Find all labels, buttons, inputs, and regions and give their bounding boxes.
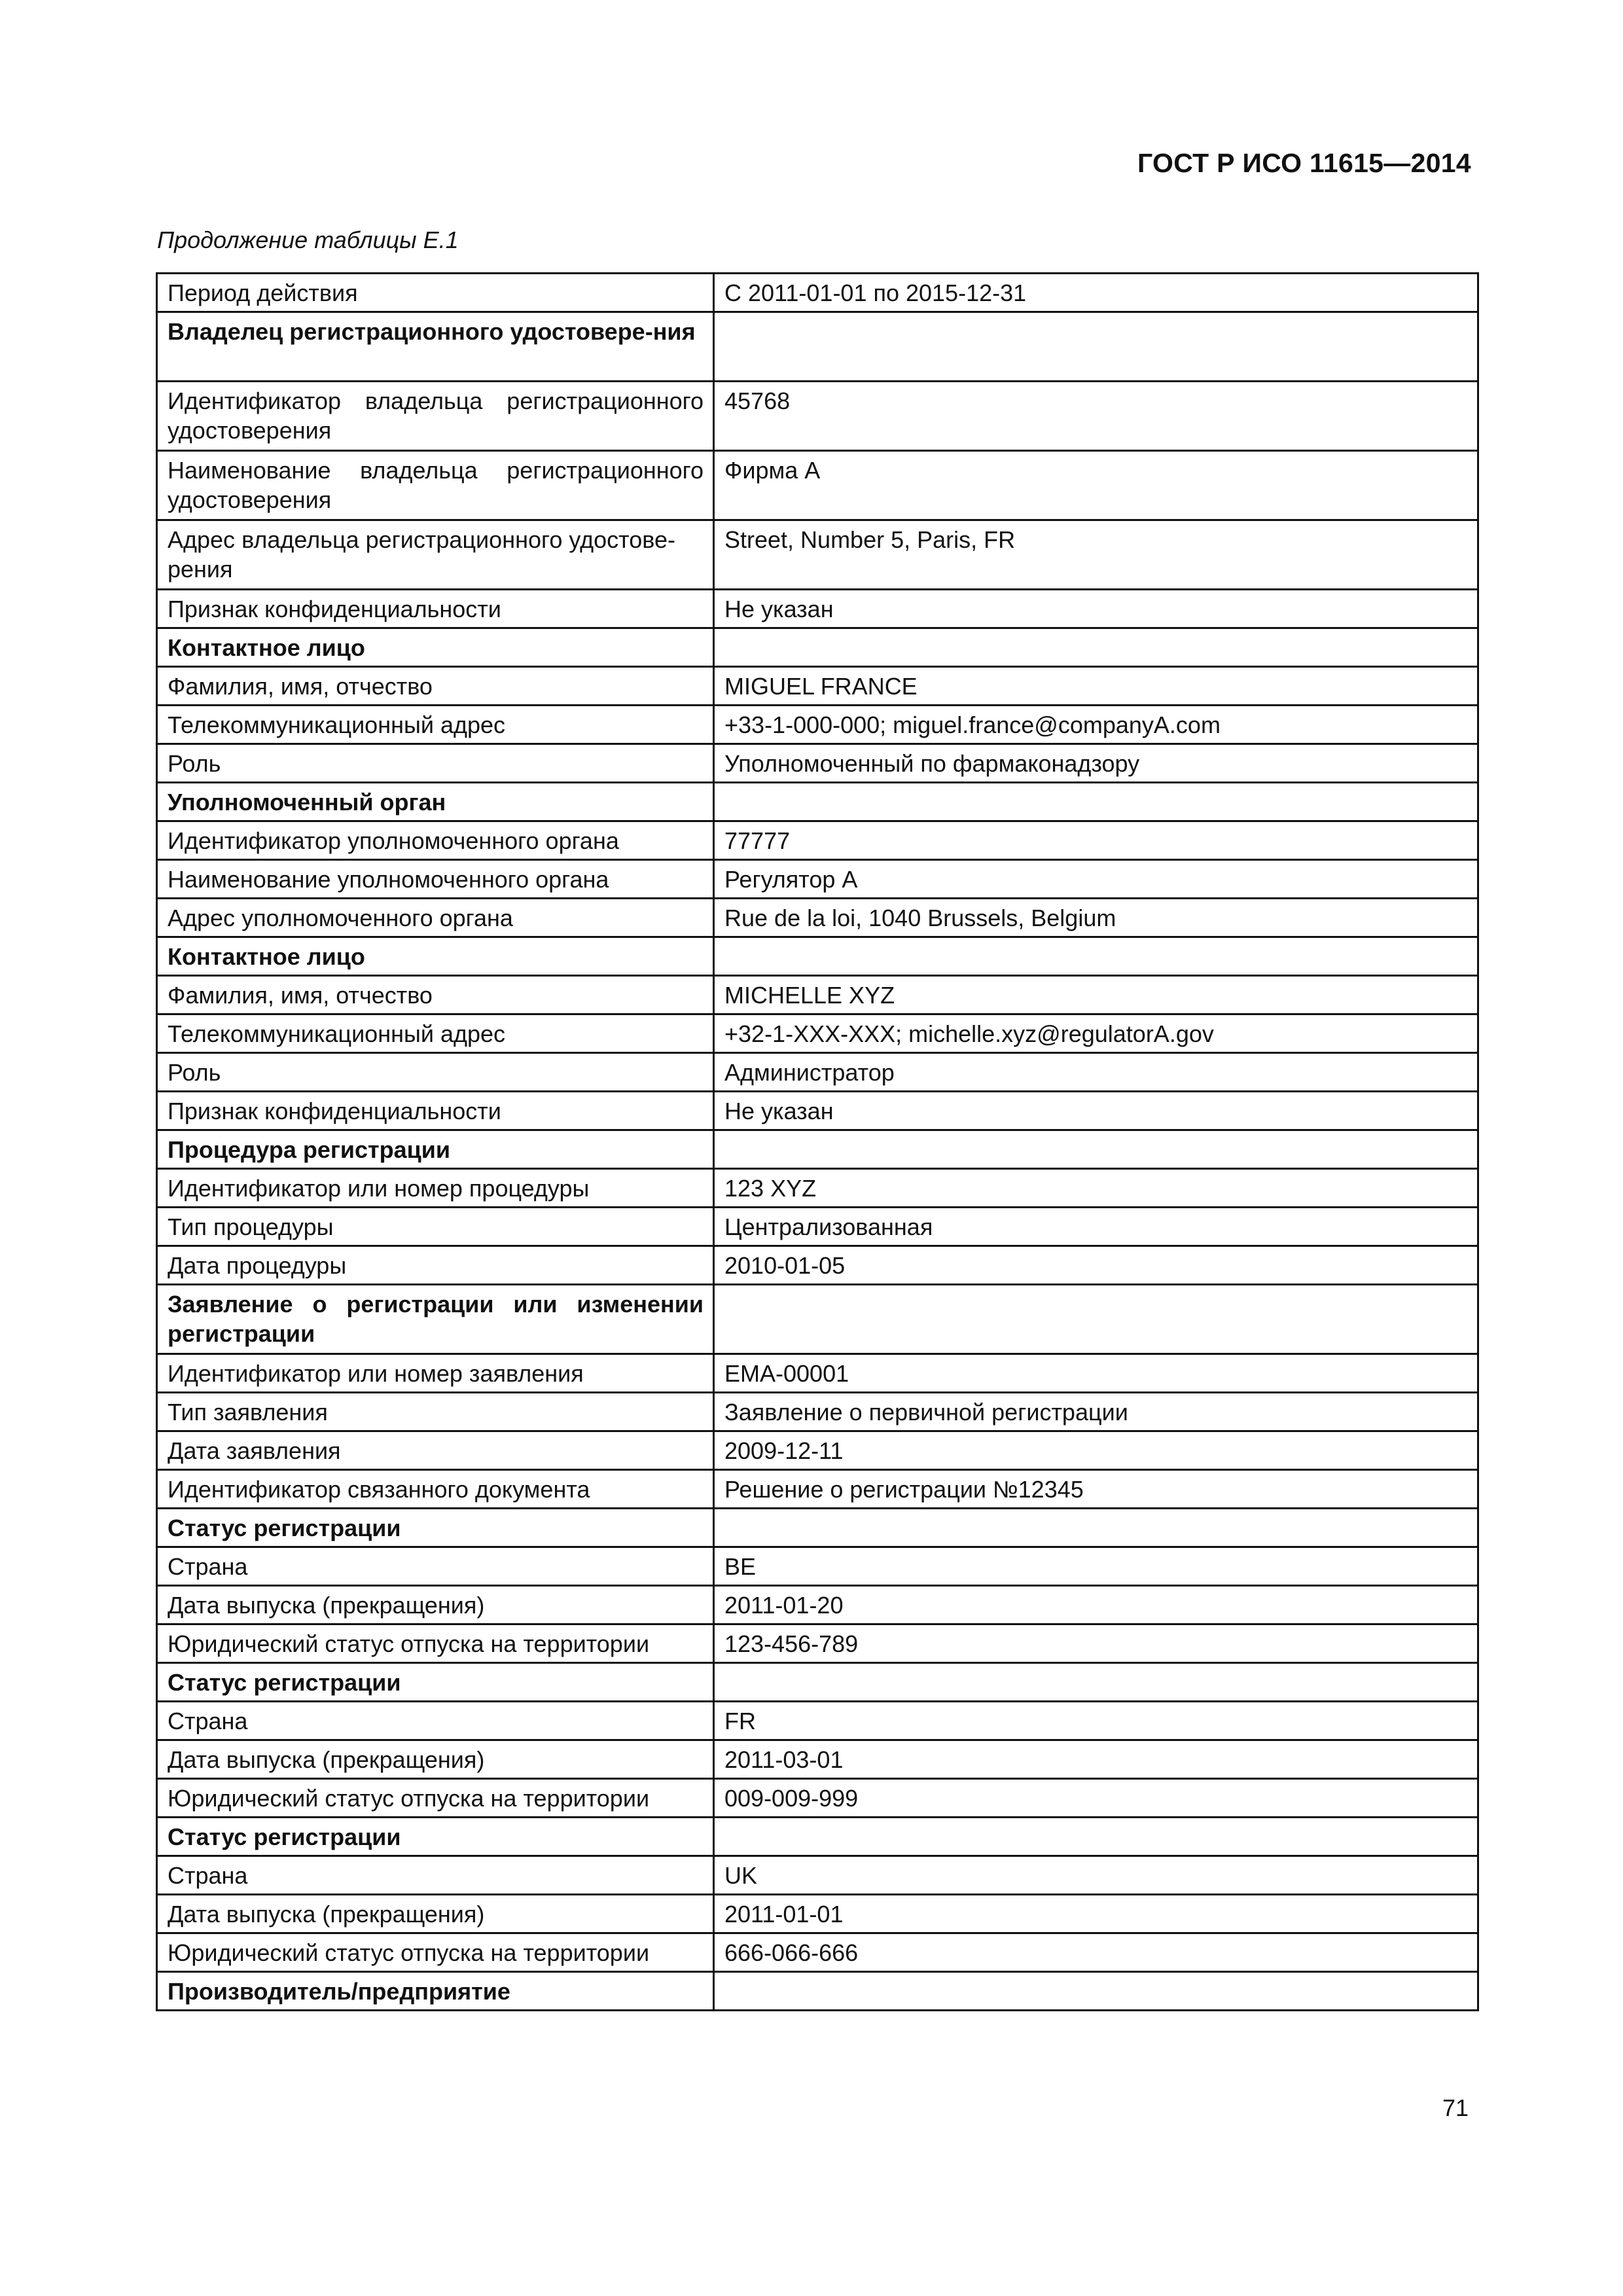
field-value-cell: 2011-01-01 <box>714 1895 1478 1933</box>
section-heading-cell: Статус регистрации <box>157 1818 714 1856</box>
field-value-cell: EMA-00001 <box>714 1354 1478 1393</box>
field-value-cell <box>714 1663 1478 1702</box>
field-value-cell: 2011-03-01 <box>714 1740 1478 1779</box>
field-value-cell: FR <box>714 1702 1478 1740</box>
table-row <box>157 821 1478 860</box>
table-row <box>157 976 1478 1014</box>
table-row <box>157 1393 1478 1431</box>
table-row <box>157 1895 1478 1933</box>
field-value-cell: Фирма А <box>714 451 1478 520</box>
field-name-cell: Идентификатор или номер процедуры <box>157 1169 714 1208</box>
field-value-cell: 123 XYZ <box>714 1169 1478 1208</box>
table-section-row <box>157 1972 1478 2011</box>
field-name-cell: Наименование уполномоченного органа <box>157 860 714 899</box>
field-name-cell: Фамилия, имя, отчество <box>157 976 714 1014</box>
table-row <box>157 1779 1478 1818</box>
table-row <box>157 451 1478 520</box>
table-section-row <box>157 312 1478 382</box>
table-section-row <box>157 1285 1478 1354</box>
field-value-cell <box>714 1818 1478 1856</box>
field-value-cell: Регулятор А <box>714 860 1478 899</box>
field-value-cell: 2011-01-20 <box>714 1586 1478 1624</box>
section-heading-cell: Контактное лицо <box>157 628 714 667</box>
field-value-cell: Решение о регистрации №12345 <box>714 1470 1478 1509</box>
table-row <box>157 1053 1478 1092</box>
table-section-row <box>157 1130 1478 1169</box>
field-value-cell: 77777 <box>714 821 1478 860</box>
field-value-cell <box>714 312 1478 382</box>
field-value-cell: 2010-01-05 <box>714 1246 1478 1285</box>
table-row <box>157 1014 1478 1053</box>
field-name-cell: Адрес владельца регистрационного удостове-рения <box>157 520 714 590</box>
section-heading-cell: Контактное лицо <box>157 937 714 976</box>
field-value-cell: Rue de la loi, 1040 Brussels, Belgium <box>714 899 1478 937</box>
table-section-row <box>157 1818 1478 1856</box>
table-row <box>157 1470 1478 1509</box>
field-value-cell <box>714 937 1478 976</box>
field-name-cell: Телекоммуникационный адрес <box>157 1014 714 1053</box>
field-name-cell: Юридический статус отпуска на территории <box>157 1779 714 1818</box>
field-value-cell: MICHELLE XYZ <box>714 976 1478 1014</box>
field-name-cell: Период действия <box>157 274 714 312</box>
field-name-cell: Дата заявления <box>157 1431 714 1470</box>
field-name-cell: Телекоммуникационный адрес <box>157 706 714 744</box>
field-value-cell <box>714 783 1478 821</box>
field-name-cell: Страна <box>157 1856 714 1895</box>
table-row <box>157 1624 1478 1663</box>
table-row <box>157 274 1478 312</box>
field-name-cell: Фамилия, имя, отчество <box>157 667 714 706</box>
table-row <box>157 1208 1478 1246</box>
table-continuation-caption: Продолжение таблицы Е.1 <box>157 226 459 253</box>
field-value-cell: Не указан <box>714 590 1478 628</box>
field-name-cell: Дата выпуска (прекращения) <box>157 1740 714 1779</box>
section-heading-cell: Процедура регистрации <box>157 1130 714 1169</box>
table-row <box>157 706 1478 744</box>
field-value-cell: 45768 <box>714 382 1478 451</box>
section-heading-cell: Уполномоченный орган <box>157 783 714 821</box>
field-value-cell: Заявление о первичной регистрации <box>714 1393 1478 1431</box>
table-section-row <box>157 1509 1478 1547</box>
field-value-cell: Street, Number 5, Paris, FR <box>714 520 1478 590</box>
table-row <box>157 1740 1478 1779</box>
table-row <box>157 1586 1478 1624</box>
field-name-cell: Юридический статус отпуска на территории <box>157 1624 714 1663</box>
field-value-cell: 123-456-789 <box>714 1624 1478 1663</box>
field-value-cell <box>714 1285 1478 1354</box>
field-name-cell: Роль <box>157 1053 714 1092</box>
field-value-cell <box>714 1972 1478 2011</box>
field-name-cell: Дата выпуска (прекращения) <box>157 1586 714 1624</box>
field-name-cell: Тип процедуры <box>157 1208 714 1246</box>
registration-data-table <box>156 272 1479 2011</box>
field-name-cell: Роль <box>157 744 714 783</box>
field-value-cell: +32-1-XXX-XXX; michelle.xyz@regulatorA.gov <box>714 1014 1478 1053</box>
field-value-cell: С 2011-01-01 по 2015-12-31 <box>714 274 1478 312</box>
table-row <box>157 590 1478 628</box>
field-name-cell: Признак конфиденциальности <box>157 1092 714 1130</box>
field-value-cell <box>714 628 1478 667</box>
field-value-cell: Централизованная <box>714 1208 1478 1246</box>
section-heading-cell: Статус регистрации <box>157 1509 714 1547</box>
section-heading-cell: Производитель/предприятие <box>157 1972 714 2011</box>
table-row <box>157 1169 1478 1208</box>
table-section-row <box>157 628 1478 667</box>
field-name-cell: Юридический статус отпуска на территории <box>157 1933 714 1972</box>
table-row <box>157 1856 1478 1895</box>
table-row <box>157 1933 1478 1972</box>
field-name-cell: Страна <box>157 1702 714 1740</box>
page-number: 71 <box>1442 2094 1469 2121</box>
field-name-cell: Страна <box>157 1547 714 1586</box>
field-name-cell: Наименование владельца регистрационного удостоверения <box>157 451 714 520</box>
document-standard-header: ГОСТ Р ИСО 11615—2014 <box>1137 148 1471 178</box>
field-name-cell: Дата процедуры <box>157 1246 714 1285</box>
section-heading-cell: Владелец регистрационного удостовере-ния <box>157 312 714 382</box>
table-section-row <box>157 783 1478 821</box>
field-value-cell <box>714 1130 1478 1169</box>
section-heading-cell: Заявление о регистрации или изменении регистрации <box>157 1285 714 1354</box>
field-value-cell: Администратор <box>714 1053 1478 1092</box>
field-name-cell: Адрес уполномоченного органа <box>157 899 714 937</box>
field-name-cell: Идентификатор уполномоченного органа <box>157 821 714 860</box>
field-value-cell: Не указан <box>714 1092 1478 1130</box>
field-name-cell: Признак конфиденциальности <box>157 590 714 628</box>
table-section-row <box>157 937 1478 976</box>
field-name-cell: Идентификатор владельца регистрационного удостоверения <box>157 382 714 451</box>
field-name-cell: Дата выпуска (прекращения) <box>157 1895 714 1933</box>
field-value-cell: BE <box>714 1547 1478 1586</box>
field-value-cell: 2009-12-11 <box>714 1431 1478 1470</box>
table-row <box>157 1246 1478 1285</box>
field-value-cell: UK <box>714 1856 1478 1895</box>
field-value-cell: 009-009-999 <box>714 1779 1478 1818</box>
field-name-cell: Идентификатор связанного документа <box>157 1470 714 1509</box>
section-heading-cell: Статус регистрации <box>157 1663 714 1702</box>
field-value-cell: +33-1-000-000; miguel.france@companyA.com <box>714 706 1478 744</box>
field-name-cell: Идентификатор или номер заявления <box>157 1354 714 1393</box>
table-row <box>157 667 1478 706</box>
table-row <box>157 1092 1478 1130</box>
field-value-cell: 666-066-666 <box>714 1933 1478 1972</box>
field-value-cell: MIGUEL FRANCE <box>714 667 1478 706</box>
field-value-cell <box>714 1509 1478 1547</box>
field-name-cell: Тип заявления <box>157 1393 714 1431</box>
table-row <box>157 860 1478 899</box>
table-section-row <box>157 1663 1478 1702</box>
table-row <box>157 744 1478 783</box>
table-row <box>157 1547 1478 1586</box>
table-row <box>157 382 1478 451</box>
table-row <box>157 520 1478 590</box>
table-row <box>157 899 1478 937</box>
table-row <box>157 1354 1478 1393</box>
field-value-cell: Уполномоченный по фармаконадзору <box>714 744 1478 783</box>
table-row <box>157 1702 1478 1740</box>
table-body <box>157 274 1478 2011</box>
table-row <box>157 1431 1478 1470</box>
